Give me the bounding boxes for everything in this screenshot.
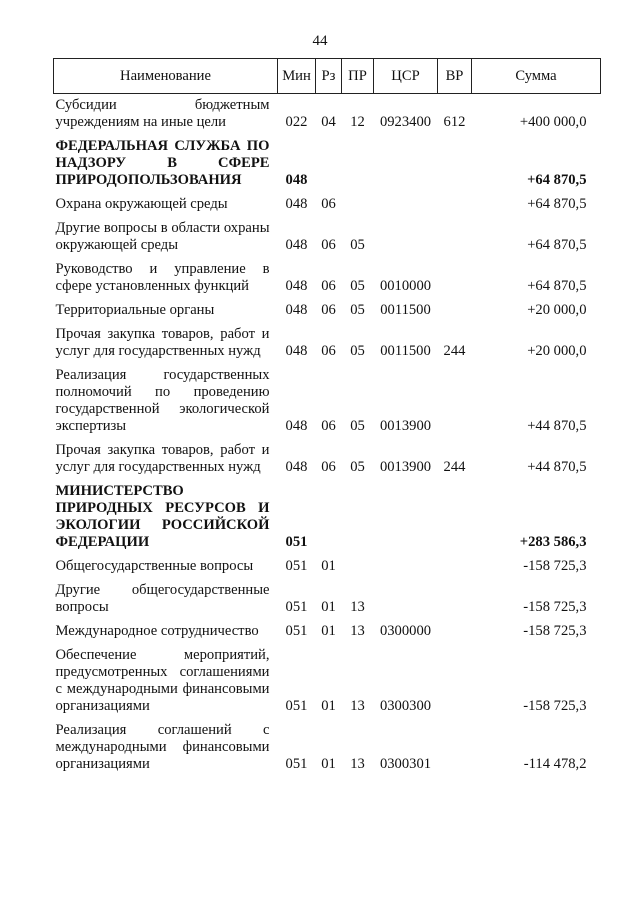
cell-pr — [342, 480, 374, 555]
table-row — [54, 258, 601, 299]
cell-name: Международное сотрудничество — [55, 623, 259, 639]
header-sum: Сумма — [472, 59, 601, 94]
header-csr: ЦСР — [374, 59, 438, 94]
cell-name: Субсидии бюджетным учреждениям на иные цели — [55, 97, 270, 130]
table-row — [54, 193, 601, 217]
table-row — [54, 299, 601, 323]
cell-sum: +64 870,5 — [527, 278, 587, 294]
header-rz: Рз — [316, 59, 342, 94]
cell-vr — [438, 217, 472, 258]
cell-pr: 05 — [350, 343, 365, 359]
cell-rz: 01 — [321, 756, 336, 772]
cell-csr — [374, 217, 438, 258]
cell-vr — [438, 555, 472, 579]
cell-sum: -158 725,3 — [523, 623, 587, 639]
cell-rz: 06 — [321, 418, 336, 434]
cell-pr: 13 — [350, 698, 365, 714]
cell-rz: 06 — [321, 237, 336, 253]
cell-csr: 0300300 — [379, 698, 432, 714]
cell-sum: +64 870,5 — [527, 196, 587, 212]
cell-rz: 04 — [321, 114, 336, 130]
cell-pr: 13 — [350, 623, 365, 639]
cell-vr — [438, 480, 472, 555]
cell-vr — [438, 258, 472, 299]
cell-csr: 0923400 — [379, 114, 432, 130]
cell-sum: +20 000,0 — [527, 302, 587, 318]
cell-name: Реализация государственных полномочий по проведению государственной экологической экспертизы — [55, 367, 270, 434]
header-pr: ПР — [342, 59, 374, 94]
cell-vr — [438, 644, 472, 719]
cell-vr — [438, 620, 472, 644]
cell-sum: +64 870,5 — [527, 172, 587, 188]
table-row — [54, 480, 601, 555]
cell-pr: 13 — [350, 756, 365, 772]
header-vr: ВР — [438, 59, 472, 94]
cell-min: 051 — [285, 756, 308, 772]
cell-csr: 0300000 — [379, 623, 432, 639]
cell-csr — [374, 135, 438, 193]
table-row — [54, 579, 601, 620]
budget-table — [53, 58, 601, 777]
cell-name: Обеспечение мероприятий, предусмотренных соглашениями с международными финансовыми организациями — [55, 647, 270, 714]
cell-vr: 244 — [443, 343, 466, 359]
cell-csr: 0011500 — [380, 343, 431, 359]
cell-sum: +283 586,3 — [519, 534, 587, 550]
cell-csr: 0300301 — [379, 756, 432, 772]
cell-min: 051 — [285, 698, 308, 714]
cell-csr — [374, 480, 438, 555]
table-row — [54, 620, 601, 644]
cell-min: 051 — [285, 623, 308, 639]
cell-vr — [438, 135, 472, 193]
cell-vr: 612 — [443, 114, 466, 130]
cell-sum: -158 725,3 — [523, 698, 587, 714]
cell-min: 051 — [285, 599, 308, 615]
table-row — [54, 439, 601, 480]
cell-rz: 06 — [321, 196, 336, 212]
cell-pr: 05 — [350, 302, 365, 318]
cell-pr — [342, 555, 374, 579]
cell-min: 048 — [285, 196, 308, 212]
cell-csr — [374, 193, 438, 217]
cell-name: Другие вопросы в области охраны окружающей среды — [55, 220, 270, 253]
cell-rz: 06 — [321, 343, 336, 359]
cell-sum: -158 725,3 — [523, 599, 587, 615]
cell-name: Прочая закупка товаров, работ и услуг для государственных нужд — [55, 326, 270, 359]
cell-name: Прочая закупка товаров, работ и услуг для государственных нужд — [55, 442, 270, 475]
cell-sum: +400 000,0 — [519, 114, 587, 130]
table-body — [54, 94, 601, 778]
cell-name: МИНИСТЕРСТВО ПРИРОДНЫХ РЕСУРСОВ И ЭКОЛОГИИ РОССИЙСКОЙ ФЕДЕРАЦИИ — [55, 483, 270, 550]
cell-min: 022 — [285, 114, 308, 130]
cell-csr: 0010000 — [379, 278, 432, 294]
cell-vr — [438, 364, 472, 439]
cell-sum: +44 870,5 — [527, 459, 587, 475]
cell-csr — [374, 579, 438, 620]
cell-pr: 13 — [350, 599, 365, 615]
cell-csr: 0011500 — [380, 302, 431, 318]
cell-csr: 0013900 — [379, 459, 432, 475]
table-row — [54, 94, 601, 136]
cell-pr — [342, 193, 374, 217]
cell-rz: 01 — [321, 558, 336, 574]
cell-rz: 06 — [321, 302, 336, 318]
cell-vr — [438, 193, 472, 217]
cell-min: 048 — [285, 302, 308, 318]
cell-sum: +64 870,5 — [527, 237, 587, 253]
table-row — [54, 555, 601, 579]
cell-vr — [438, 719, 472, 777]
table-row — [54, 135, 601, 193]
table-row — [54, 217, 601, 258]
cell-name: Территориальные органы — [55, 302, 215, 318]
cell-min: 051 — [285, 558, 308, 574]
cell-sum: +20 000,0 — [527, 343, 587, 359]
cell-name: ФЕДЕРАЛЬНАЯ СЛУЖБА ПО НАДЗОРУ В СФЕРЕ ПРИРОДОПОЛЬЗОВАНИЯ — [55, 138, 270, 188]
cell-rz: 06 — [321, 459, 336, 475]
cell-sum: +44 870,5 — [527, 418, 587, 434]
page-number: 44 — [312, 33, 328, 49]
cell-csr: 0013900 — [379, 418, 432, 434]
cell-name: Охрана окружающей среды — [55, 196, 228, 212]
cell-rz: 06 — [321, 278, 336, 294]
cell-rz: 01 — [321, 623, 336, 639]
header-name: Наименование — [54, 59, 278, 94]
table-row — [54, 364, 601, 439]
cell-name: Руководство и управление в сфере установленных функций — [55, 261, 270, 294]
cell-pr: 05 — [350, 418, 365, 434]
cell-pr: 05 — [350, 459, 365, 475]
cell-rz: 01 — [321, 599, 336, 615]
header-min: Мин — [278, 59, 316, 94]
cell-sum: -114 478,2 — [523, 756, 587, 772]
table-row — [54, 719, 601, 777]
cell-min: 048 — [285, 459, 308, 475]
cell-min: 048 — [285, 418, 308, 434]
cell-min: 048 — [285, 237, 308, 253]
cell-pr: 12 — [350, 114, 365, 130]
cell-rz: 01 — [321, 698, 336, 714]
cell-vr: 244 — [443, 459, 466, 475]
cell-pr: 05 — [350, 278, 365, 294]
cell-name: Общегосударственные вопросы — [55, 558, 254, 574]
cell-name: Другие общегосударственные вопросы — [55, 582, 270, 615]
cell-name: Реализация соглашений с международными финансовыми организациями — [55, 722, 270, 772]
cell-rz — [316, 480, 342, 555]
cell-vr — [438, 579, 472, 620]
cell-vr — [438, 299, 472, 323]
cell-pr — [342, 135, 374, 193]
cell-min: 048 — [285, 343, 308, 359]
cell-rz — [316, 135, 342, 193]
cell-sum: -158 725,3 — [523, 558, 587, 574]
table-row — [54, 644, 601, 719]
cell-min: 048 — [285, 278, 308, 294]
cell-csr — [374, 555, 438, 579]
cell-min: 048 — [285, 172, 308, 188]
cell-pr: 05 — [350, 237, 365, 253]
table-row — [54, 323, 601, 364]
cell-min: 051 — [285, 534, 308, 550]
header-row — [54, 59, 601, 94]
